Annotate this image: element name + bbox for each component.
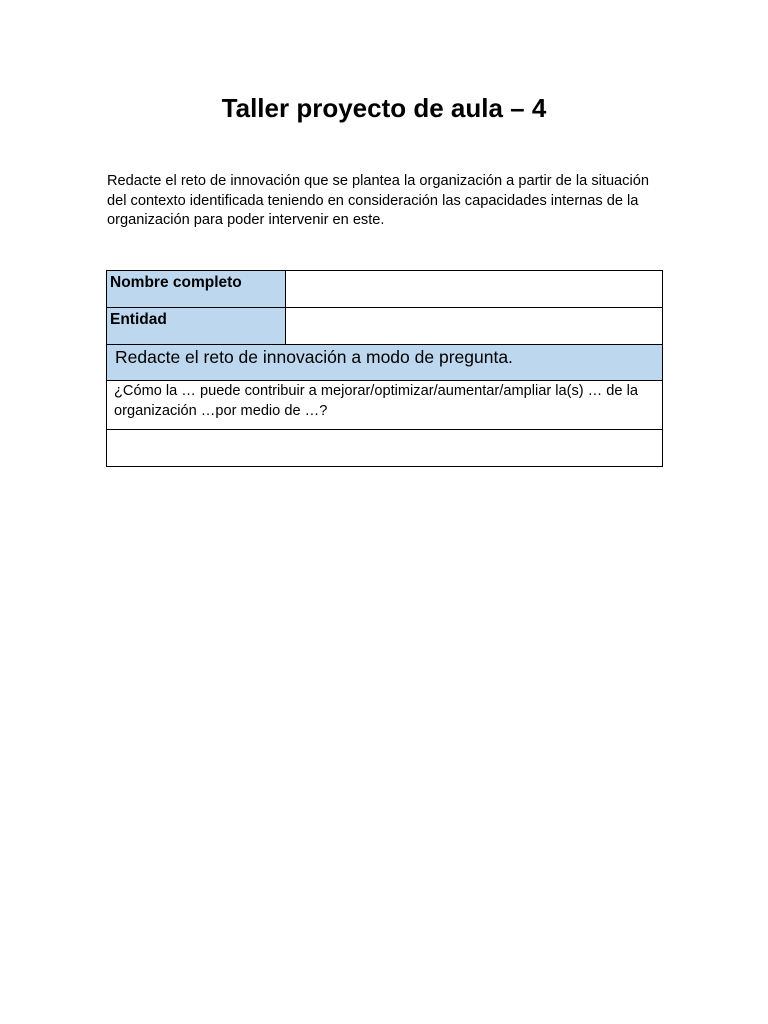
page-title: Taller proyecto de aula – 4 [221, 93, 547, 123]
question-prompt: Redacte el reto de innovación a modo de pregunta. [107, 345, 663, 381]
question-template: ¿Cómo la … puede contribuir a mejorar/optimizar/aumentar/ampliar la(s) … de la organización …por medio de …? [107, 381, 663, 430]
name-field[interactable] [286, 271, 663, 308]
name-row [107, 271, 663, 308]
name-label: Nombre completo [107, 271, 286, 308]
prompt-row [107, 345, 663, 381]
instructions-paragraph: Redacte el reto de innovación que se plantea la organización a partir de la situación del contexto identificada teniendo en consideración las capacidades internas de la organización para poder intervenir en este. [107, 173, 649, 228]
example-row [107, 381, 663, 430]
answer-field[interactable] [107, 430, 663, 467]
entity-label: Entidad [107, 308, 286, 345]
answer-row [107, 430, 663, 467]
entity-field[interactable] [286, 308, 663, 345]
entity-row [107, 308, 663, 345]
challenge-form-table [106, 270, 663, 467]
